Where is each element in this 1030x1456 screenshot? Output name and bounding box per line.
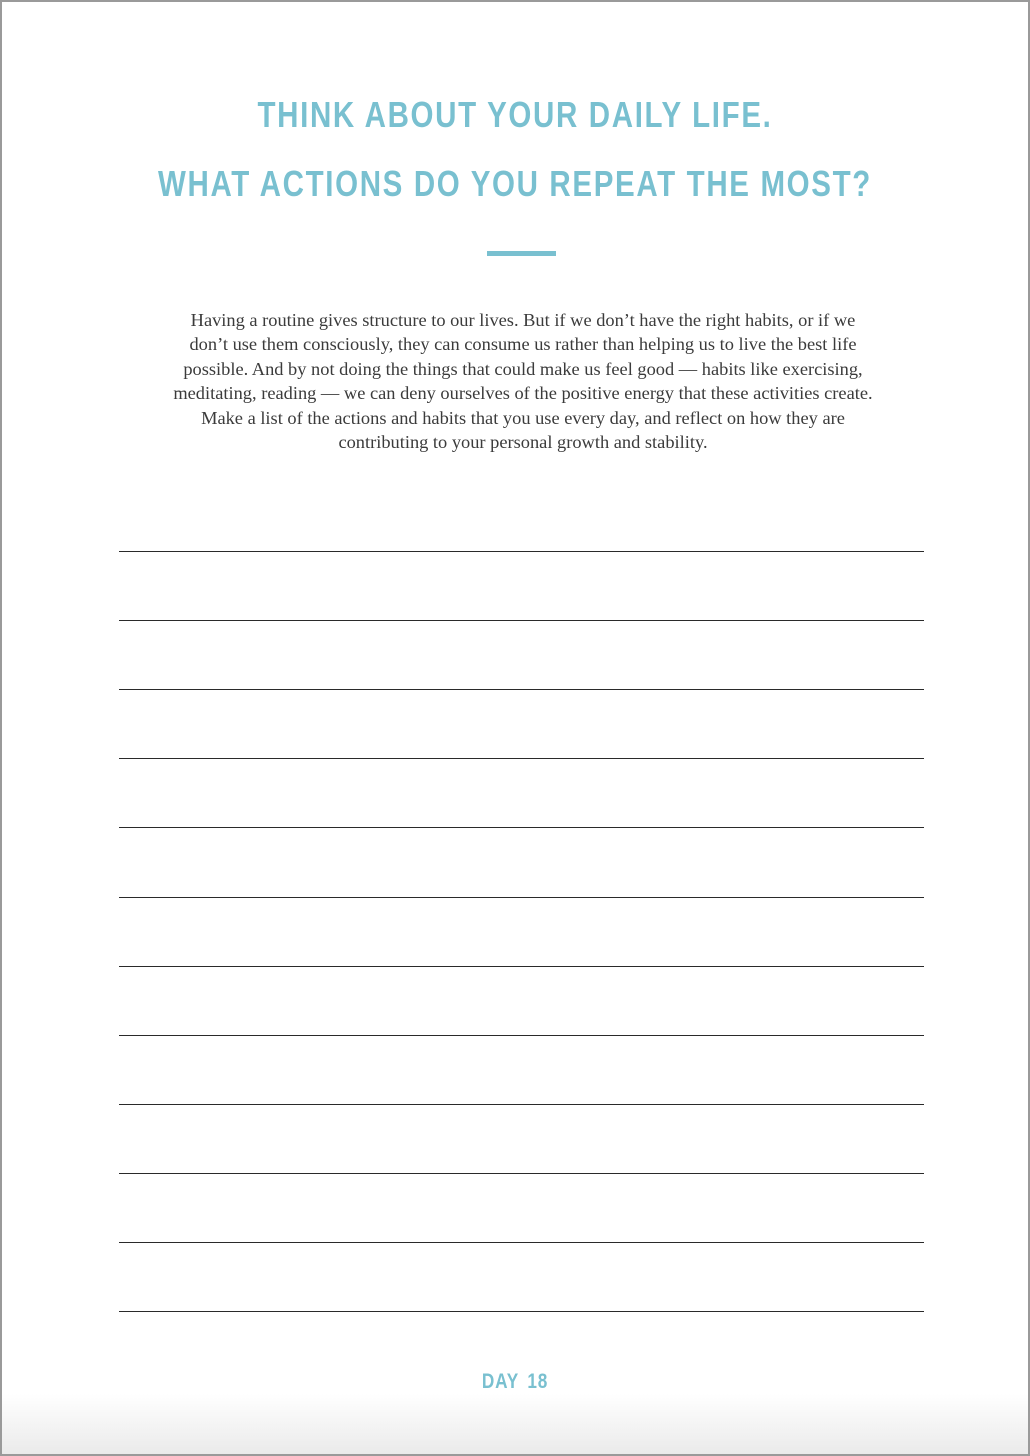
intro-line: don’t use them consciously, they can consume us rather than helping us to live the best life: [189, 334, 857, 355]
day-number: 18: [527, 1370, 549, 1393]
title-divider: [487, 251, 556, 256]
intro-line: possible. And by not doing the things that could make us feel good — habits like exercising,: [183, 358, 863, 379]
writing-line[interactable]: [119, 897, 924, 898]
writing-line[interactable]: [119, 689, 924, 690]
writing-line[interactable]: [119, 1173, 924, 1174]
writing-line[interactable]: [119, 1242, 924, 1243]
day-label: DAY: [481, 1370, 520, 1393]
intro-line: meditating, reading — we can deny ourselves of the positive energy that these activities create.: [173, 383, 873, 404]
writing-line[interactable]: [119, 620, 924, 621]
day-footer: [94, 1370, 935, 1394]
page-title-line-2: WHAT ACTIONS DO YOU REPEAT THE MOST?: [158, 163, 872, 204]
writing-line[interactable]: [119, 551, 924, 552]
intro-line: Make a list of the actions and habits that you use every day, and reflect on how they are: [201, 407, 845, 428]
writing-line[interactable]: [119, 758, 924, 759]
writing-line[interactable]: [119, 827, 924, 828]
intro-line: contributing to your personal growth and stability.: [338, 432, 708, 453]
page-title-line-1: THINK ABOUT YOUR DAILY LIFE.: [257, 94, 773, 135]
writing-line[interactable]: [119, 1104, 924, 1105]
bottom-shadow: [2, 1394, 1028, 1454]
intro-paragraph: [148, 308, 898, 454]
writing-line[interactable]: [119, 1311, 924, 1312]
writing-line[interactable]: [119, 1035, 924, 1036]
writing-line[interactable]: [119, 966, 924, 967]
intro-line: Having a routine gives structure to our lives. But if we don’t have the right habits, or if we: [190, 310, 856, 330]
